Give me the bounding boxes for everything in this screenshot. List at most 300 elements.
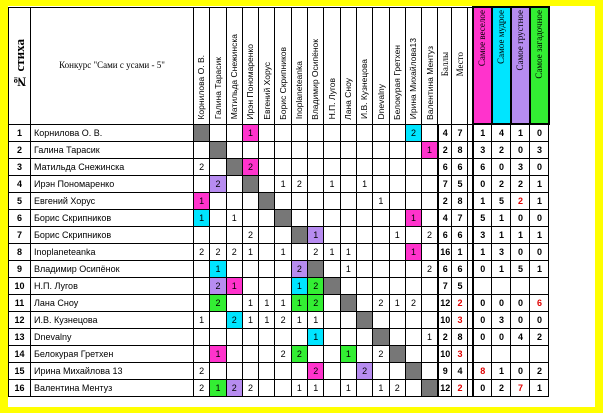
vote-cell xyxy=(308,142,324,159)
vote-cell: 2 xyxy=(242,380,258,397)
place: 8 xyxy=(452,329,468,346)
poem-author: Ирэн Пономаренко xyxy=(31,176,194,193)
poem-author: Ирина Михайлова 13 xyxy=(31,363,194,380)
vote-cell xyxy=(194,261,210,278)
vote-cell xyxy=(210,159,226,176)
vote-cell xyxy=(194,124,210,142)
total-score: 6 xyxy=(438,159,452,176)
category-count: 1 xyxy=(530,261,549,278)
poem-author: Евгений Хорус xyxy=(31,193,194,210)
row-number: 16 xyxy=(9,380,31,397)
vote-cell: 2 xyxy=(308,295,324,312)
vote-cell xyxy=(389,124,405,142)
vote-cell: 1 xyxy=(308,329,324,346)
vote-cell xyxy=(422,176,438,193)
vote-cell xyxy=(210,363,226,380)
vote-cell: 1 xyxy=(340,346,356,363)
vote-cell xyxy=(422,159,438,176)
total-score: 16 xyxy=(438,244,452,261)
vote-cell: 2 xyxy=(373,295,389,312)
vote-cell xyxy=(340,124,356,142)
poem-author: Dnevalny xyxy=(31,329,194,346)
vote-cell xyxy=(405,261,421,278)
vote-cell xyxy=(210,329,226,346)
category-count xyxy=(511,278,530,295)
voter-name: Н.П. Лугов xyxy=(326,78,337,120)
place: 6 xyxy=(452,227,468,244)
vote-cell xyxy=(373,142,389,159)
vote-cell: 2 xyxy=(405,124,421,142)
vote-cell xyxy=(242,261,258,278)
vote-cell: 2 xyxy=(405,295,421,312)
vote-cell xyxy=(389,346,405,363)
category-count: 1 xyxy=(473,244,492,261)
vote-cell xyxy=(259,278,275,295)
vote-cell xyxy=(405,227,421,244)
vote-cell xyxy=(340,363,356,380)
voter-header-8 xyxy=(308,7,324,124)
voter-name: Inoplaneteanka xyxy=(294,61,305,120)
category-count: 1 xyxy=(473,193,492,210)
vote-cell xyxy=(389,193,405,210)
vote-cell: 2 xyxy=(210,176,226,193)
vote-cell xyxy=(356,346,372,363)
voter-name: Евгений Хорус xyxy=(261,61,272,120)
category-count: 1 xyxy=(530,227,549,244)
vote-cell: 1 xyxy=(389,295,405,312)
table-row xyxy=(9,142,549,159)
total-score: 6 xyxy=(438,261,452,278)
vote-cell: 2 xyxy=(226,312,242,329)
vote-cell: 1 xyxy=(242,312,258,329)
vote-cell xyxy=(389,210,405,227)
voter-name: Валентина Ментуз xyxy=(424,45,435,120)
category-count: 3 xyxy=(530,142,549,159)
voter-header-9 xyxy=(324,7,340,124)
vote-cell: 1 xyxy=(210,261,226,278)
category-count: 0 xyxy=(492,329,511,346)
vote-cell xyxy=(324,193,340,210)
category-count: 8 xyxy=(473,363,492,380)
vote-cell: 1 xyxy=(291,312,307,329)
category-count: 0 xyxy=(530,312,549,329)
vote-cell: 2 xyxy=(226,380,242,397)
vote-cell xyxy=(291,142,307,159)
place-header xyxy=(452,7,468,124)
vote-cell xyxy=(324,278,340,295)
total-score: 7 xyxy=(438,176,452,193)
vote-cell xyxy=(405,278,421,295)
vote-cell xyxy=(194,142,210,159)
category-count: 1 xyxy=(492,210,511,227)
vote-cell: 1 xyxy=(194,210,210,227)
vote-cell xyxy=(242,176,258,193)
category-count: 1 xyxy=(530,193,549,210)
vote-cell: 1 xyxy=(340,244,356,261)
vote-cell xyxy=(194,278,210,295)
voter-header-3 xyxy=(226,7,242,124)
vote-cell xyxy=(324,312,340,329)
vote-cell: 1 xyxy=(356,176,372,193)
table-row xyxy=(9,312,549,329)
vote-cell xyxy=(259,193,275,210)
vote-cell xyxy=(259,346,275,363)
table-row xyxy=(9,210,549,227)
vote-cell: 2 xyxy=(226,244,242,261)
index-header xyxy=(9,7,31,124)
category-count: 2 xyxy=(492,142,511,159)
place: 7 xyxy=(452,124,468,142)
category-count: 4 xyxy=(492,124,511,142)
vote-cell xyxy=(226,176,242,193)
vote-cell xyxy=(389,244,405,261)
voter-header-11 xyxy=(356,7,372,124)
table-row xyxy=(9,346,549,363)
table-row xyxy=(9,278,549,295)
vote-cell xyxy=(324,159,340,176)
vote-cell: 2 xyxy=(356,363,372,380)
category-count xyxy=(530,346,549,363)
vote-cell xyxy=(275,363,291,380)
place: 1 xyxy=(452,244,468,261)
voter-name: Ирэн Пономаренко xyxy=(245,43,256,120)
vote-cell: 2 xyxy=(242,227,258,244)
category-label: Самое грустное xyxy=(515,10,526,71)
category-count: 3 xyxy=(511,159,530,176)
vote-cell xyxy=(356,261,372,278)
vote-cell: 1 xyxy=(324,244,340,261)
vote-cell: 2 xyxy=(194,380,210,397)
place-header-label: Место xyxy=(454,52,465,77)
vote-cell xyxy=(324,261,340,278)
vote-cell xyxy=(194,176,210,193)
vote-cell xyxy=(373,124,389,142)
vote-cell xyxy=(291,227,307,244)
category-count: 3 xyxy=(473,227,492,244)
vote-cell: 2 xyxy=(389,380,405,397)
vote-cell xyxy=(356,329,372,346)
vote-cell xyxy=(373,363,389,380)
vote-cell xyxy=(259,363,275,380)
vote-cell: 1 xyxy=(291,278,307,295)
score-header-label: Баллы xyxy=(439,52,450,77)
vote-cell xyxy=(226,142,242,159)
row-number: 8 xyxy=(9,244,31,261)
category-count: 1 xyxy=(530,176,549,193)
score-header xyxy=(438,7,452,124)
place: 8 xyxy=(452,142,468,159)
category-count: 7 xyxy=(511,380,530,397)
vote-cell xyxy=(194,227,210,244)
contest-score-table xyxy=(8,6,550,397)
vote-cell xyxy=(324,329,340,346)
poem-author: Inoplaneteanka xyxy=(31,244,194,261)
vote-cell xyxy=(422,244,438,261)
vote-cell xyxy=(194,346,210,363)
table-row xyxy=(9,329,549,346)
total-score: 9 xyxy=(438,363,452,380)
category-count: 0 xyxy=(511,363,530,380)
row-number: 3 xyxy=(9,159,31,176)
category-count: 2 xyxy=(511,193,530,210)
vote-cell: 2 xyxy=(291,261,307,278)
poem-author: Галина Тарасик xyxy=(31,142,194,159)
vote-cell xyxy=(389,176,405,193)
contest-table-frame xyxy=(8,6,595,407)
vote-cell xyxy=(356,312,372,329)
place: 3 xyxy=(452,312,468,329)
category-label: Самое веселое xyxy=(477,10,488,67)
category-header-3 xyxy=(511,7,530,124)
voter-name: И.В. Кузнецова xyxy=(359,59,370,120)
row-number: 15 xyxy=(9,363,31,380)
vote-cell xyxy=(389,261,405,278)
vote-cell xyxy=(356,210,372,227)
total-score: 6 xyxy=(438,227,452,244)
index-header-label: № стиха xyxy=(11,39,27,90)
vote-cell xyxy=(275,278,291,295)
category-count: 5 xyxy=(492,193,511,210)
vote-cell xyxy=(340,312,356,329)
vote-cell: 2 xyxy=(194,159,210,176)
table-row xyxy=(9,176,549,193)
vote-cell xyxy=(356,142,372,159)
vote-cell xyxy=(210,124,226,142)
category-count xyxy=(492,278,511,295)
vote-cell xyxy=(226,329,242,346)
vote-cell xyxy=(308,176,324,193)
vote-cell: 2 xyxy=(308,244,324,261)
vote-cell: 1 xyxy=(226,210,242,227)
vote-cell xyxy=(275,124,291,142)
vote-cell xyxy=(226,295,242,312)
total-score: 12 xyxy=(438,295,452,312)
category-count: 4 xyxy=(511,329,530,346)
vote-cell: 2 xyxy=(242,159,258,176)
category-count: 1 xyxy=(511,227,530,244)
vote-cell xyxy=(226,159,242,176)
category-count: 5 xyxy=(473,210,492,227)
voter-header-7 xyxy=(291,7,307,124)
vote-cell xyxy=(356,159,372,176)
category-count: 0 xyxy=(511,295,530,312)
vote-cell xyxy=(356,278,372,295)
vote-cell xyxy=(324,210,340,227)
vote-cell xyxy=(194,329,210,346)
vote-cell xyxy=(422,278,438,295)
voter-name: Матильда Снежинска xyxy=(228,34,239,120)
category-count: 0 xyxy=(473,176,492,193)
category-count xyxy=(530,278,549,295)
vote-cell xyxy=(405,380,421,397)
vote-cell xyxy=(340,210,356,227)
vote-cell xyxy=(356,193,372,210)
category-header-1 xyxy=(473,7,492,124)
vote-cell: 1 xyxy=(340,380,356,397)
vote-cell xyxy=(259,227,275,244)
voter-name: Борис Скрипников xyxy=(277,46,288,120)
vote-cell xyxy=(389,312,405,329)
category-count: 1 xyxy=(492,363,511,380)
vote-cell xyxy=(291,329,307,346)
vote-cell xyxy=(210,312,226,329)
category-count: 0 xyxy=(530,210,549,227)
vote-cell xyxy=(291,159,307,176)
vote-cell xyxy=(422,312,438,329)
vote-cell xyxy=(373,312,389,329)
row-number: 7 xyxy=(9,227,31,244)
vote-cell xyxy=(373,278,389,295)
category-label: Самое мудрое xyxy=(496,10,507,64)
voter-name: Ирина Михайлова13 xyxy=(408,38,419,120)
vote-cell: 1 xyxy=(259,312,275,329)
vote-cell xyxy=(373,329,389,346)
category-count: 3 xyxy=(492,312,511,329)
category-count: 0 xyxy=(530,244,549,261)
vote-cell xyxy=(324,346,340,363)
vote-cell xyxy=(226,363,242,380)
vote-cell xyxy=(242,210,258,227)
vote-cell xyxy=(308,193,324,210)
category-count: 0 xyxy=(473,295,492,312)
category-count: 0 xyxy=(492,295,511,312)
row-number: 2 xyxy=(9,142,31,159)
vote-cell: 1 xyxy=(242,244,258,261)
category-count: 0 xyxy=(473,261,492,278)
vote-cell xyxy=(259,176,275,193)
category-count: 1 xyxy=(473,124,492,142)
voter-name: Белокурая Гретхен xyxy=(391,44,402,120)
category-label: Самое загадочное xyxy=(534,10,545,79)
table-row xyxy=(9,261,549,278)
category-count: 0 xyxy=(473,312,492,329)
vote-cell xyxy=(422,210,438,227)
row-number: 4 xyxy=(9,176,31,193)
vote-cell: 1 xyxy=(242,295,258,312)
vote-cell xyxy=(275,142,291,159)
vote-cell xyxy=(389,363,405,380)
table-row xyxy=(9,244,549,261)
voter-header-10 xyxy=(340,7,356,124)
voter-header-4 xyxy=(242,7,258,124)
voter-header-5 xyxy=(259,7,275,124)
vote-cell: 1 xyxy=(389,227,405,244)
vote-cell xyxy=(405,346,421,363)
place: 4 xyxy=(452,363,468,380)
vote-cell xyxy=(405,142,421,159)
row-number: 14 xyxy=(9,346,31,363)
total-score: 4 xyxy=(438,124,452,142)
category-count: 1 xyxy=(492,261,511,278)
place: 5 xyxy=(452,278,468,295)
voter-header-2 xyxy=(210,7,226,124)
table-row xyxy=(9,193,549,210)
vote-cell: 1 xyxy=(194,193,210,210)
vote-cell xyxy=(308,261,324,278)
category-count: 1 xyxy=(492,227,511,244)
voter-header-15 xyxy=(422,7,438,124)
vote-cell xyxy=(291,363,307,380)
category-count xyxy=(511,346,530,363)
vote-cell: 1 xyxy=(308,312,324,329)
vote-cell xyxy=(308,346,324,363)
vote-cell xyxy=(373,227,389,244)
category-count: 0 xyxy=(530,124,549,142)
vote-cell: 2 xyxy=(275,346,291,363)
total-score: 4 xyxy=(438,210,452,227)
table-row xyxy=(9,380,549,397)
poem-author: Белокурая Гретхен xyxy=(31,346,194,363)
vote-cell xyxy=(259,244,275,261)
vote-cell xyxy=(275,193,291,210)
vote-cell xyxy=(356,124,372,142)
category-count: 0 xyxy=(473,329,492,346)
voter-header-6 xyxy=(275,7,291,124)
vote-cell: 1 xyxy=(275,244,291,261)
vote-cell: 2 xyxy=(210,244,226,261)
category-count: 0 xyxy=(511,312,530,329)
vote-cell: 2 xyxy=(194,244,210,261)
vote-cell: 1 xyxy=(226,278,242,295)
vote-cell xyxy=(275,261,291,278)
vote-cell xyxy=(373,176,389,193)
vote-cell xyxy=(194,295,210,312)
category-header-4 xyxy=(530,7,549,124)
vote-cell: 1 xyxy=(405,244,421,261)
vote-cell xyxy=(405,193,421,210)
voter-name: Галина Тарасик xyxy=(212,57,223,120)
vote-cell xyxy=(422,380,438,397)
vote-cell xyxy=(340,278,356,295)
row-number: 5 xyxy=(9,193,31,210)
total-score: 10 xyxy=(438,312,452,329)
vote-cell xyxy=(422,295,438,312)
total-score: 10 xyxy=(438,346,452,363)
vote-cell xyxy=(405,176,421,193)
category-count xyxy=(492,346,511,363)
vote-cell: 2 xyxy=(308,278,324,295)
vote-cell xyxy=(259,261,275,278)
place: 2 xyxy=(452,380,468,397)
category-count: 0 xyxy=(511,210,530,227)
vote-cell xyxy=(242,329,258,346)
vote-cell xyxy=(422,124,438,142)
vote-cell: 1 xyxy=(422,142,438,159)
vote-cell xyxy=(340,159,356,176)
table-row xyxy=(9,363,549,380)
vote-cell xyxy=(275,227,291,244)
vote-cell: 1 xyxy=(242,124,258,142)
vote-cell: 1 xyxy=(308,380,324,397)
vote-cell: 2 xyxy=(291,176,307,193)
vote-cell: 1 xyxy=(259,295,275,312)
poem-author: Борис Скрипников xyxy=(31,210,194,227)
vote-cell xyxy=(291,244,307,261)
category-count: 1 xyxy=(511,124,530,142)
vote-cell xyxy=(389,278,405,295)
category-count: 2 xyxy=(492,176,511,193)
place: 3 xyxy=(452,346,468,363)
category-count: 6 xyxy=(530,295,549,312)
vote-cell xyxy=(356,244,372,261)
vote-cell: 1 xyxy=(275,176,291,193)
poem-author: Матильда Снежинска xyxy=(31,159,194,176)
vote-cell: 1 xyxy=(194,312,210,329)
category-count: 0 xyxy=(473,380,492,397)
place: 7 xyxy=(452,210,468,227)
voter-name: Лана Сноу xyxy=(343,77,354,120)
category-count: 2 xyxy=(511,176,530,193)
